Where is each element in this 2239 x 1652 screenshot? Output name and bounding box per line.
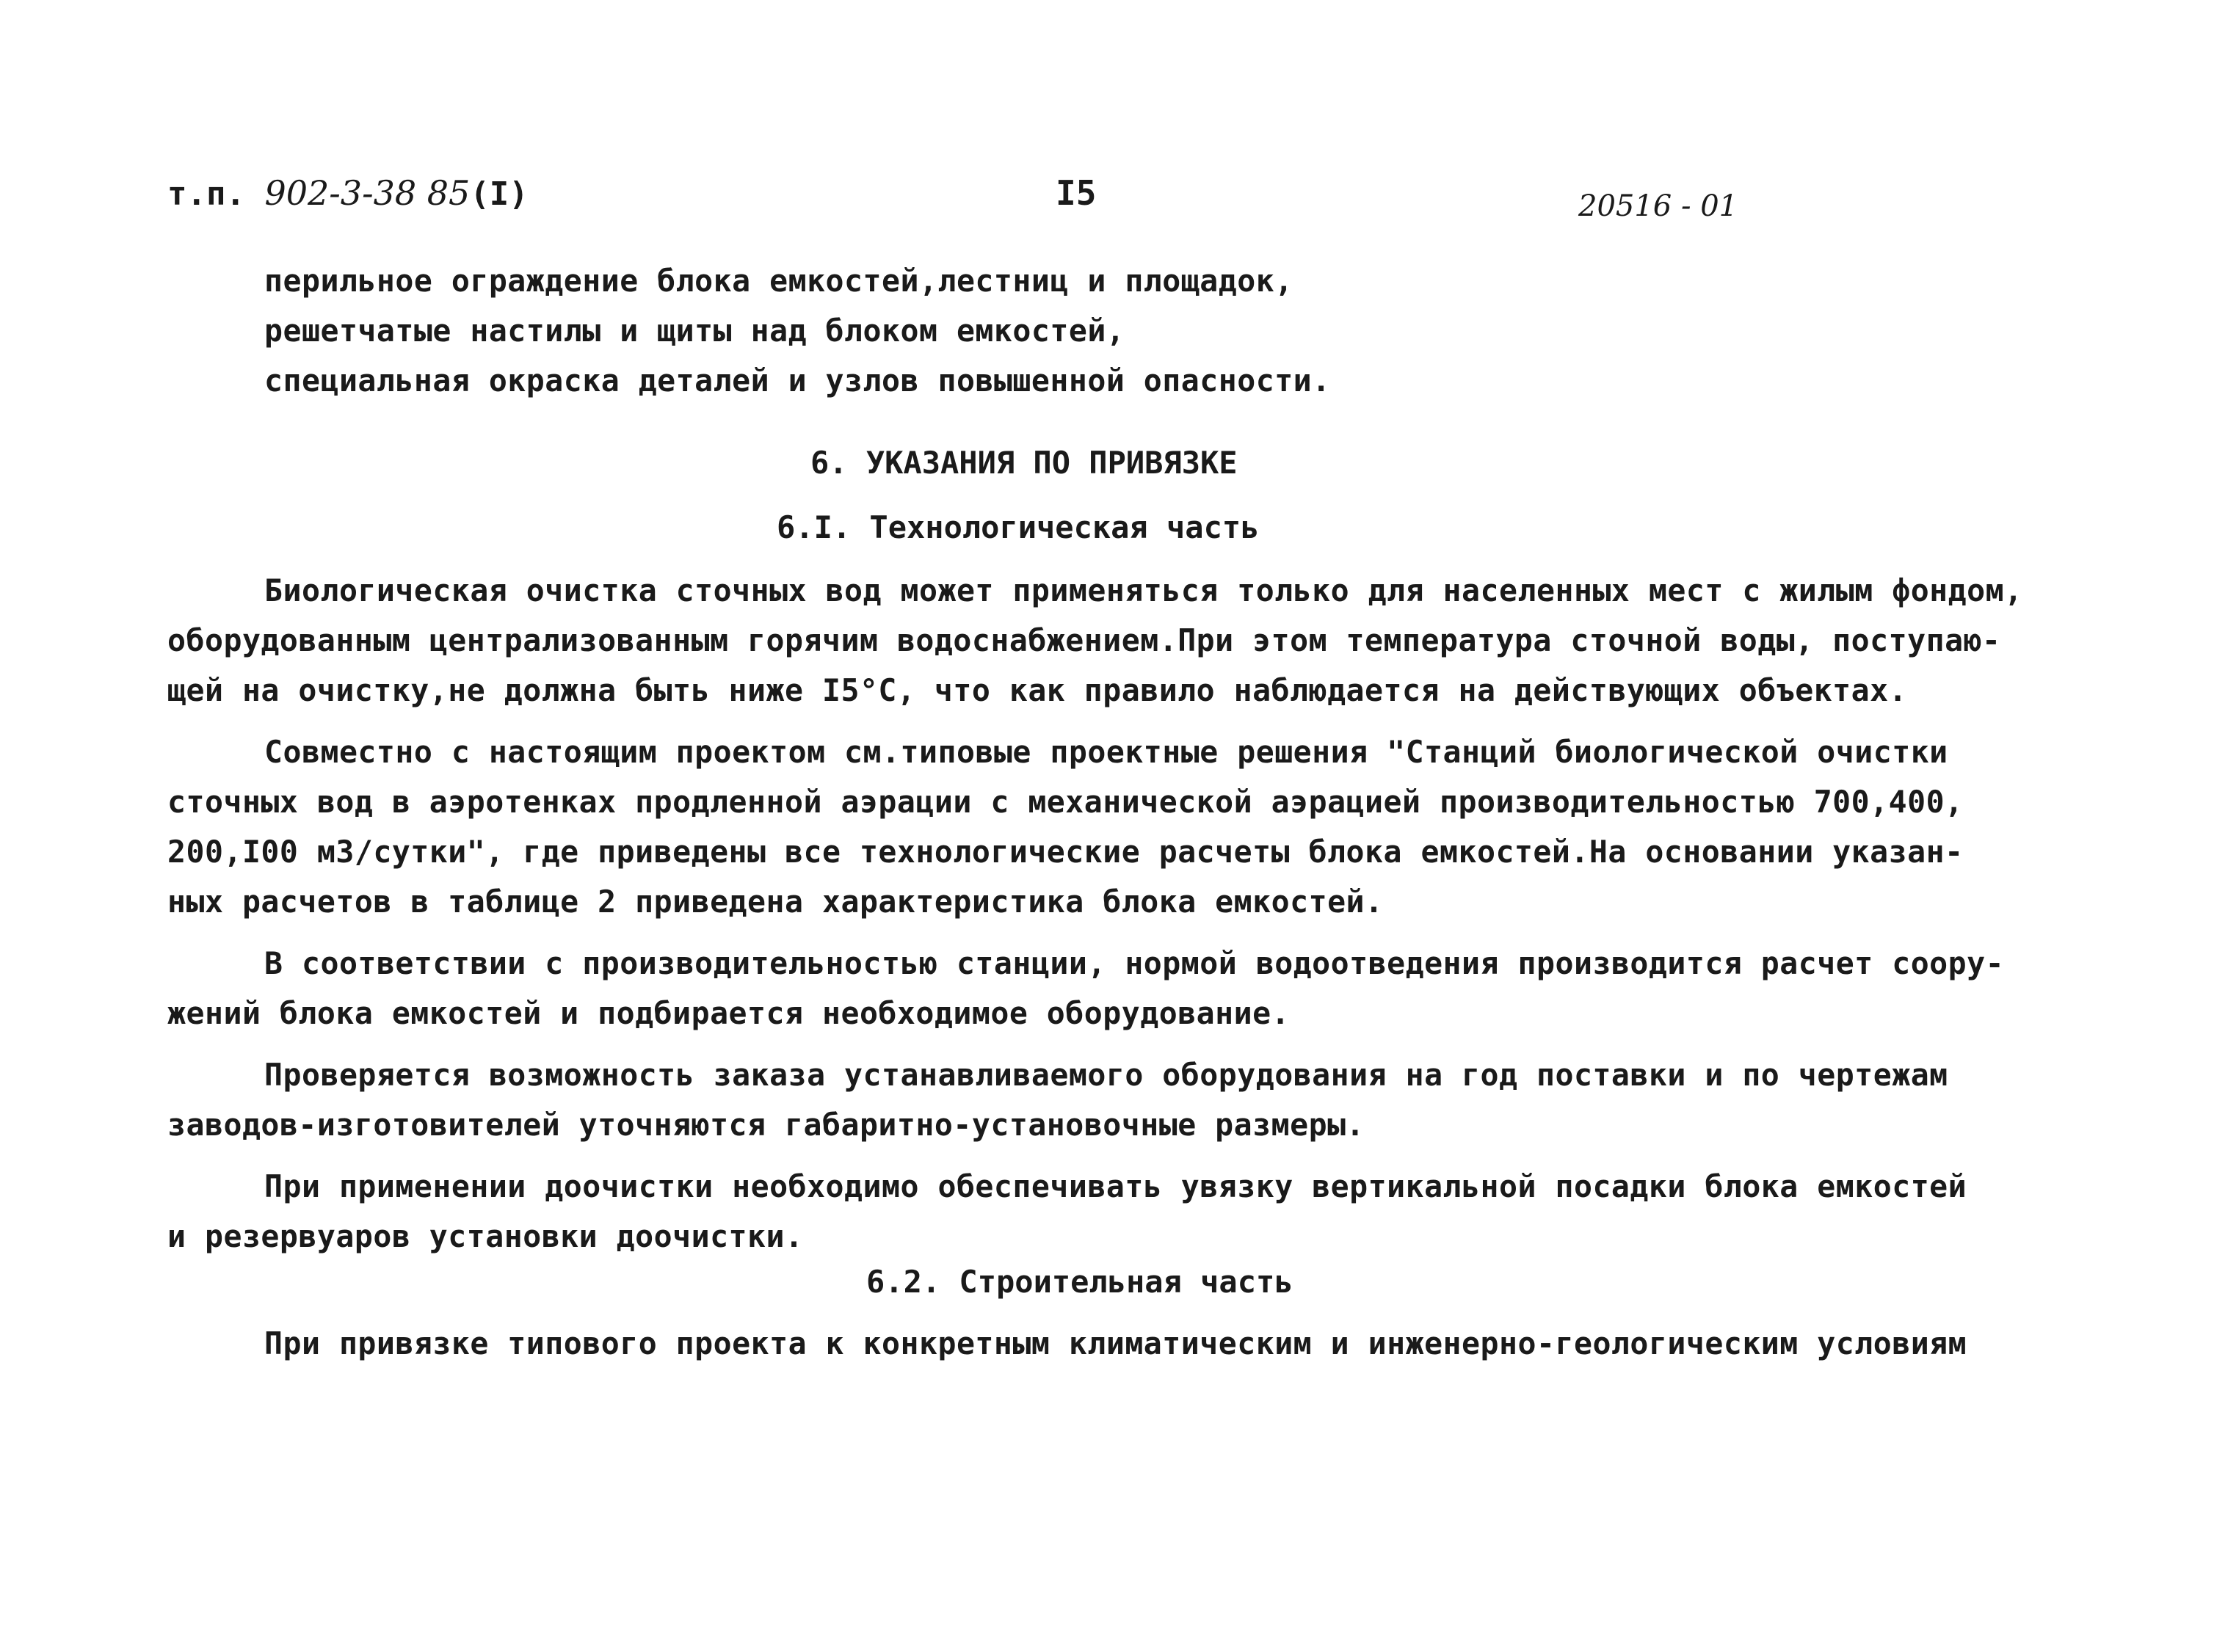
paragraph-line: 200,I00 м3/сутки", где приведены все технологические расчеты блока емкостей.На основании указан- — [167, 834, 1964, 870]
paragraph-line: При привязке типового проекта к конкретным климатическим и инженерно-геологическим условиям — [264, 1325, 1967, 1361]
doc-number-handwritten: 902-3-38 85 — [264, 173, 471, 213]
page-number: I5 — [1056, 173, 1097, 213]
intro-line: решетчатые настилы и щиты над блоком емкостей, — [264, 313, 1125, 349]
archive-number: 20516 - 01 — [1578, 189, 1738, 223]
paragraph-line: сточных вод в аэротенках продленной аэрации с механической аэрацией производительностью 700,400, — [167, 784, 1964, 820]
paragraph-line: оборудованным централизованным горячим водоснабжением.При этом температура сточной воды, поступаю- — [167, 622, 2001, 658]
paragraph-line: В соответствии с производительностью станции, нормой водоотведения производится расчет соору- — [264, 945, 2005, 981]
paragraph-line: Проверяется возможность заказа устанавливаемого оборудования на год поставки и по чертежам — [264, 1057, 1948, 1093]
paragraph-line: Биологическая очистка сточных вод может применяться только для населенных мест с жилым фондом, — [264, 572, 2023, 608]
paragraph-line: и резервуаров установки доочистки. — [167, 1218, 804, 1254]
subsection-title: 6.2. Строительная часть — [866, 1264, 1293, 1300]
paragraph-line: жений блока емкостей и подбирается необходимое оборудование. — [167, 995, 1291, 1031]
paragraph-line: заводов-изготовителей уточняются габаритно-установочные размеры. — [167, 1107, 1365, 1143]
subsection-title: 6.I. Технологическая часть — [777, 509, 1260, 545]
intro-line: специальная окраска деталей и узлов повышенной опасности. — [264, 363, 1331, 399]
paragraph-line: ных расчетов в таблице 2 приведена характеристика блока емкостей. — [167, 884, 1384, 920]
doc-prefix: т.п. — [167, 175, 245, 213]
paragraph-line: щей на очистку,не должна быть ниже I5°C, что как правило наблюдается на действующих объектах. — [167, 672, 1908, 708]
doc-designation — [167, 173, 529, 213]
doc-suffix: (I) — [470, 175, 529, 213]
intro-line: перильное ограждение блока емкостей,лестниц и площадок, — [264, 263, 1293, 299]
paragraph-line: При применении доочистки необходимо обеспечивать увязку вертикальной посадки блока емкостей — [264, 1168, 1967, 1204]
paragraph-line: Совместно с настоящим проектом см.типовые проектные решения "Станций биологической очистки — [264, 734, 1948, 770]
section-title: 6. УКАЗАНИЯ ПО ПРИВЯЗКЕ — [810, 445, 1238, 481]
